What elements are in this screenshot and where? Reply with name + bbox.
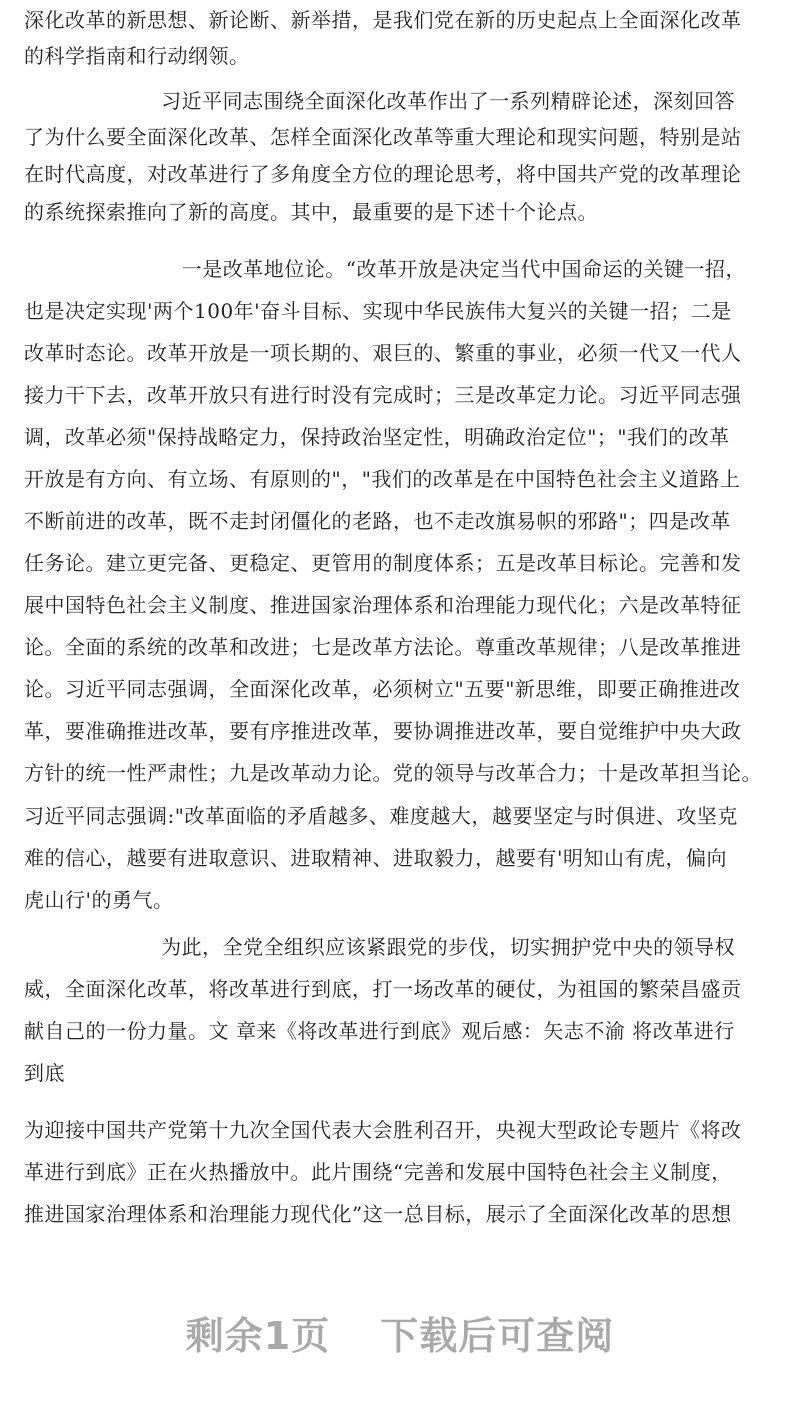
text-line: 接力干下去，改革开放只有进行时没有完成时；三是改革定力论。习近平同志强: [24, 383, 742, 407]
text-line: 献自己的一份力量。文 章来《将改革进行到底》观后感：矢志不渝 将改革进行: [24, 1019, 735, 1043]
text-line: 习近平同志围绕全面深化改革作出了一系列精辟论述，深刻回答: [24, 89, 736, 113]
text-line: 任务论。建立更完备、更稳定、更管用的制度体系；五是改革目标论。完善和发: [24, 551, 742, 575]
text-line: 方针的统一性严肃性；九是改革动力论。党的领导与改革合力；十是改革担当论。: [24, 761, 762, 785]
text-line: 论。全面的系统的改革和改进；七是改革方法论。尊重改革规律；八是改革推进: [24, 635, 742, 659]
download-banner[interactable]: [0, 1305, 800, 1360]
text-line: 展中国特色社会主义制度、推进国家治理体系和治理能力现代化；六是改革特征: [24, 593, 742, 617]
text-line: 开放是有方向、有立场、有原则的"，"我们的改革是在中国特色社会主义道路上: [24, 467, 741, 491]
text-line: 改革时态论。改革开放是一项长期的、艰巨的、繁重的事业，必须一代又一代人: [24, 341, 742, 365]
download-to-view-label[interactable]: 下载后可查阅: [380, 1314, 615, 1358]
text-line: 到底: [24, 1061, 65, 1085]
text-line: 也是决定实现'两个100年'奋斗目标、实现中华民族伟大复兴的关键一招；二是: [24, 299, 732, 323]
text-line: 习近平同志强调:"改革面临的矛盾越多、难度越大，越要坚定与时俱进、攻坚克: [24, 804, 738, 828]
text-line: 为此，全党全组织应该紧跟党的步伐，切实拥护党中央的领导权: [24, 935, 736, 959]
text-line: 虎山行'的勇气。: [24, 888, 174, 912]
text-line: 论。习近平同志强调，全面深化改革，必须树立"五要"新思维，即要正确推进改: [24, 677, 741, 701]
remaining-pages-label: 剩余1页: [185, 1314, 331, 1358]
text-line: 一是改革地位论。“改革开放是决定当代中国命运的关键一招，: [24, 257, 746, 281]
text-line: 威，全面深化改革，将改革进行到底，打一场改革的硬仗，为祖国的繁荣昌盛贡: [24, 977, 742, 1001]
text-line: 为迎接中国共产党第十九次全国代表大会胜利召开，央视大型政论专题片《将改: [24, 1118, 742, 1142]
text-line: 了为什么要全面深化改革、怎样全面深化改革等重大理论和现实问题，特别是站: [24, 125, 742, 149]
text-line: 推进国家治理体系和治理能力现代化”这一总目标，展示了全面深化改革的思想: [24, 1202, 732, 1226]
text-line: 调，改革必须"保持战略定力，保持政治坚定性，明确政治定位"；"我们的改革: [24, 425, 730, 449]
text-line: 难的信心，越要有进取意识、进取精神、进取毅力，越要有'明知山有虎，偏向: [24, 846, 727, 870]
text-line: 革，要准确推进改革，要有序推进改革，要协调推进改革，要自觉维护中央大政: [24, 719, 742, 743]
text-line: 深化改革的新思想、新论断、新举措，是我们党在新的历史起点上全面深化改革: [24, 8, 742, 32]
text-line: 的科学指南和行动纲领。: [24, 44, 250, 68]
text-line: 不断前进的改革，既不走封闭僵化的老路，也不走改旗易帜的邪路"；四是改革: [24, 509, 731, 533]
text-line: 革进行到底》正在火热播放中。此片围绕“完善和发展中国特色社会主义制度，: [24, 1160, 732, 1184]
text-line: 的系统探索推向了新的高度。其中，最重要的是下述十个论点。: [24, 200, 598, 224]
text-line: 在时代高度，对改革进行了多角度全方位的理论思考，将中国共产党的改革理论: [24, 162, 742, 186]
